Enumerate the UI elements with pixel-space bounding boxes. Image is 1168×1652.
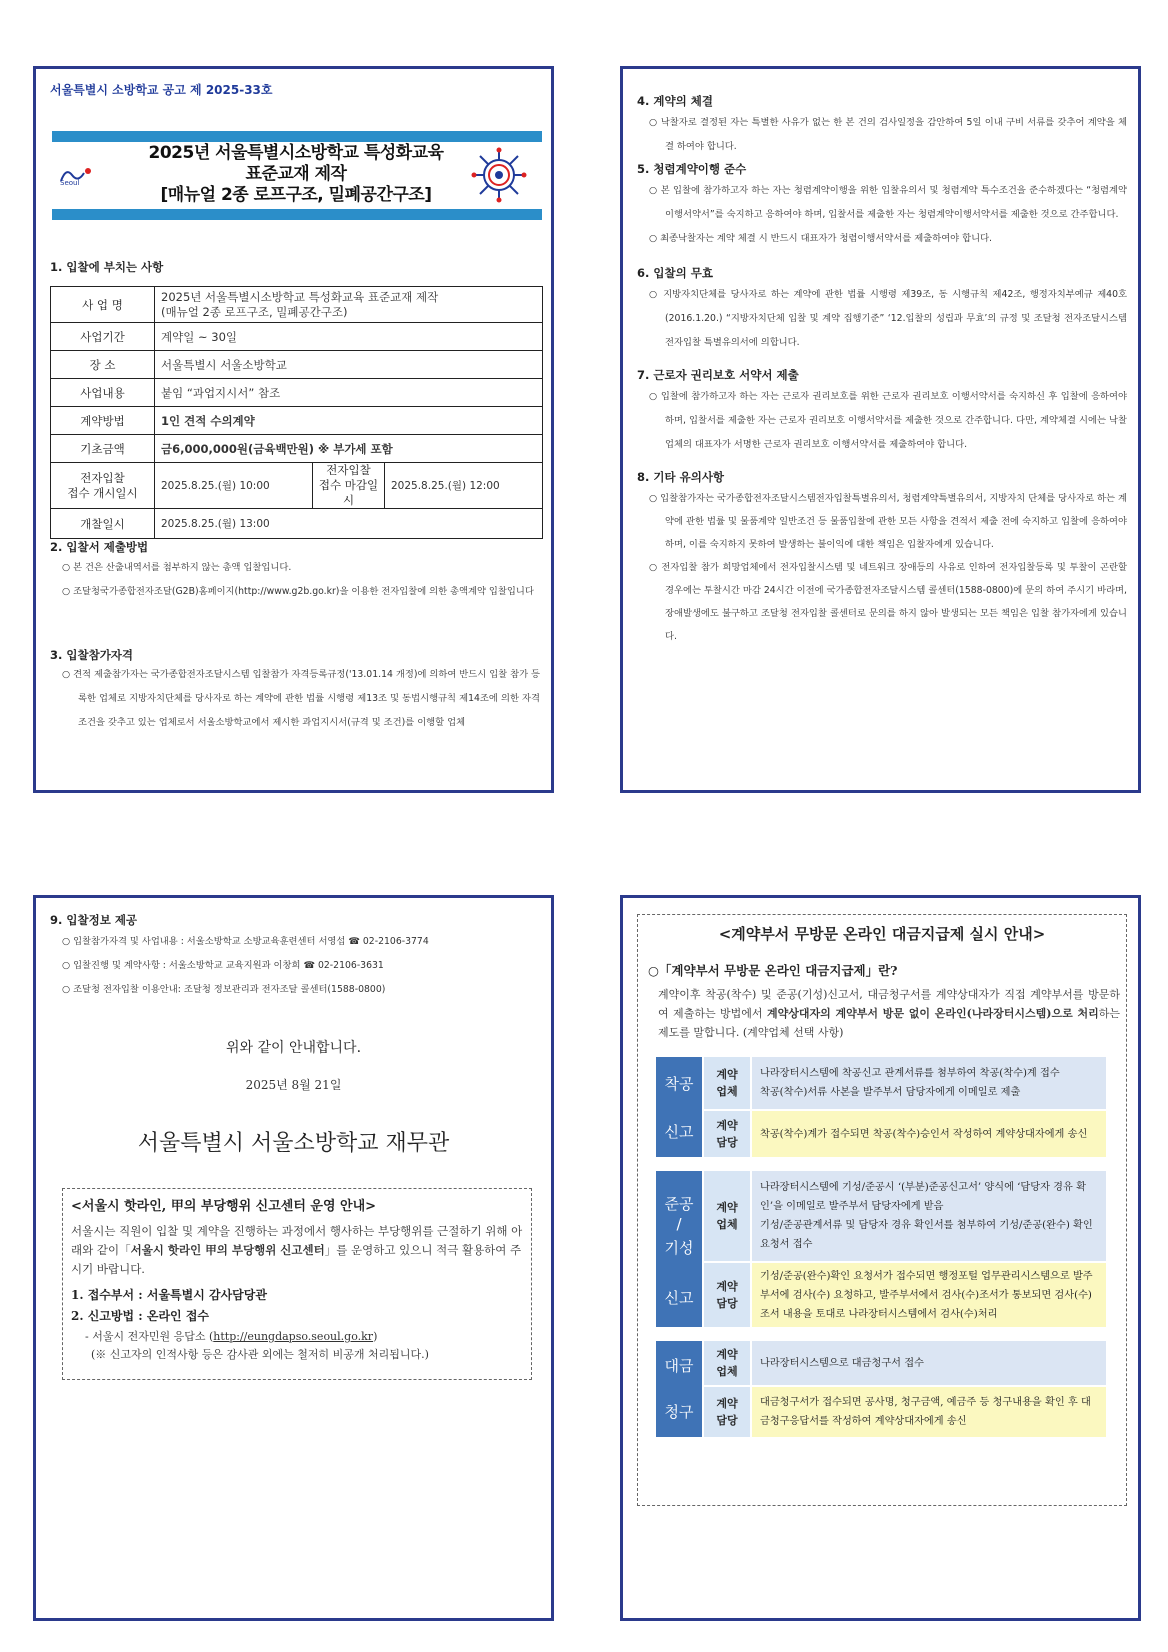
document-page-4 (620, 895, 1141, 1621)
table-cell: 2025.8.25.(월) 13:00 (155, 509, 543, 539)
start-manager-desc (752, 1111, 1106, 1157)
table-header: 사업내용 (51, 379, 155, 407)
hotline-title: <서울시 핫라인, 甲의 부당행위 신고센터 운영 안내> (71, 1199, 377, 1214)
hotline-body-text: 」를 운영하고 있으니 적극 활용하여 주시기 바랍니다. (71, 1243, 522, 1276)
desc-text: 나라장터시스템으로 대금청구서 접수 (760, 1357, 924, 1369)
table-cell: 계약일 ~ 30일 (155, 323, 543, 351)
role-text: 계약 업체 (716, 1068, 738, 1098)
section-9-title: 9. 입찰정보 제공 (50, 913, 138, 927)
completion-manager-desc (752, 1263, 1106, 1327)
section-2-title: 2. 입찰서 제출방법 (50, 540, 149, 554)
banner-bottom-bar (52, 209, 542, 220)
role-text: 계약 업체 (716, 1348, 738, 1378)
label-text: 착공 (664, 1075, 694, 1093)
section-5-title: 5. 청렴계약이행 준수 (637, 162, 747, 176)
desc-text: 대금청구서가 접수되면 공사명, 청구금액, 예금주 등 청구내용을 확인 후 대금청구응답서를 작성하여 계약상대자에게 송신 (760, 1397, 1091, 1427)
desc-text: 기성/준공(완수)확인 요청서가 접수되면 행정포털 업무관리시스템으로 발주부서에 검사(수) 요청하고, 발주부서에서 검사(수)조서가 통보되면 검사(수)조서 내용을 토대로 나라장터시스템에서 검사(수)처리 (760, 1270, 1093, 1320)
seoul-logo-icon (58, 163, 100, 187)
role-text: 계약 업체 (716, 1201, 738, 1231)
desc-text: 착공(착수)계가 접수되면 착공(착수)승인서 작성하여 계약상대자에게 송신 (760, 1128, 1088, 1140)
label-text: 기성 (664, 1239, 694, 1257)
label-payment-claim (656, 1341, 702, 1437)
desc-text: 나라장터시스템에 기성/준공시 ‘(부분)준공신고서’ 양식에 ‘담당자 경유 확인’을 이메일로 발주부서 담당자에게 받음 (760, 1182, 1086, 1212)
list-item: ○ 입찰진행 및 계약사항 : 서울소방학교 교육지원과 이창희 ☎ 02-2106-3631 (62, 960, 384, 971)
hotline-item-4: (※ 신고자의 인적사항 등은 감사관 외에는 철저히 비공개 처리됩니다.) (91, 1348, 429, 1361)
hotline-item-2: 2. 신고방법 : 온라인 접수 (71, 1309, 209, 1323)
desc-text: 착공(착수)서류 사본을 발주부서 담당자에게 이메일로 제출 (760, 1087, 1021, 1098)
online-payment-notice-box (637, 914, 1127, 1506)
hotline-body (71, 1222, 523, 1279)
table-cell: 서울특별시 서울소방학교 (155, 351, 543, 379)
section-3-title: 3. 입찰참가자격 (50, 648, 134, 662)
signer-title: 서울특별시 서울소방학교 재무관 (137, 1131, 450, 1156)
hotline-link-suffix: ) (373, 1330, 378, 1343)
project-name-line1: 2025년 서울특별시소방학교 특성화교육 표준교재 제작 (161, 289, 439, 304)
notice-question: ○「계약부서 무방문 온라인 대금지급제」란? (648, 963, 898, 978)
section-2-body (50, 556, 540, 604)
list-item: ○ 본 건은 산출내역서를 첨부하지 않는 총액 입찰입니다. (62, 562, 292, 573)
section-6-title: 6. 입찰의 무효 (637, 266, 713, 280)
table-cell: 2025.8.25.(월) 10:00 (155, 463, 313, 509)
project-name-line2: (매뉴얼 2종 로프구조, 밀폐공간구조) (161, 304, 348, 319)
intro-bold: 계약상대자의 계약부서 방문 없이 온라인(나라장터시스템)으로 처리 (766, 1007, 1099, 1020)
table-header: 사 업 명 (51, 287, 155, 323)
table-header (313, 463, 385, 509)
page-2-content (637, 93, 1127, 648)
notice-intro (658, 985, 1120, 1042)
role-text: 계약 담당 (716, 1280, 738, 1310)
list-item: ○ 조달청국가종합전자조달(G2B)홈페이지(http://www.g2b.go.kr)을 이용한 전자입찰에 의한 총액계약 입찰입니다 (62, 586, 534, 597)
role-contractor (704, 1057, 750, 1109)
section-4-title: 4. 계약의 체결 (637, 94, 713, 108)
role-text: 계약 담당 (716, 1119, 738, 1149)
table-header: 장 소 (51, 351, 155, 379)
label-text: 청구 (664, 1403, 694, 1421)
svg-text:Seoul: Seoul (60, 179, 80, 187)
list-item: ○ 본 입찰에 참가하고자 하는 자는 청렴계약이행을 위한 입찰유의서 및 청렴계약 특수조건을 준수하겠다는 “청렴계약이행서약서”를 숙지하고 응하여야 하며, 입찰서를 제출한 자는 청렴계약이행서약서를 제출한 것으로 간주합니다. (649, 185, 1127, 220)
hotline-body-bold: 서울시 핫라인 甲의 부당행위 신고센터 (130, 1243, 325, 1257)
payment-contractor-desc (752, 1341, 1106, 1385)
completion-contractor-desc (752, 1171, 1106, 1261)
header-line: 전자입찰 (326, 463, 371, 477)
list-item: ○ 최종낙찰자는 계약 체결 시 반드시 대표자가 청렴이행서약서를 제출하여야 합니다. (649, 233, 993, 244)
banner-title-line1: 2025년 서울특별시소방학교 특성화교육 (148, 143, 444, 163)
table-header: 기초금액 (51, 435, 155, 463)
list-item: ○ 입찰참가자는 국가종합전자조달시스템전자입찰특별유의서, 청렴계약특별유의서, 지방자치 단체를 당사자로 하는 계약에 관한 법률 및 물품계약 일반조건 등 물품입찰에 관한 모든 사항을 견적서 제출 전에 숙지하고 입찰에 응하여야 하며, 이를 숙지하지 못하여 발생하는 불이익에 대한 책임은 입찰자에게 있습니다. (649, 493, 1127, 550)
header-line: 접수 개시일시 (67, 485, 138, 500)
fire-academy-emblem-icon (471, 147, 527, 203)
header-line: 전자입찰 (80, 470, 125, 485)
label-start-report (656, 1057, 702, 1157)
notice-number: 서울특별시 소방학교 공고 제 2025-33호 (50, 83, 273, 97)
table-cell: 붙임 “과업지시서” 참조 (155, 379, 543, 407)
document-page-3 (33, 895, 554, 1621)
document-page-2 (620, 66, 1141, 793)
section-9-body (50, 930, 540, 1002)
announcement-date: 2025년 8월 21일 (245, 1078, 342, 1092)
label-text: 준공 (664, 1195, 694, 1213)
intro-text: 계약이후 착공(착수) 및 준공(기성)신고서, 대금청구서를 계약상대자가 직접 계약부서를 방문하여 제출하는 방법에서 (658, 988, 1120, 1020)
label-completion-report (656, 1171, 702, 1327)
list-item: ○ 견적 제출참가자는 국가종합전자조달시스템 입찰참가 자격등록규정('13.01.14 개정)에 의하여 반드시 입찰 참가 등록한 업체로 지방자치단체를 당사자로 하는 계약에 관한 법률 시행령 제13조 및 동법시행규칙 제14조에 의한 자격조건을 갖추고 있는 업체로서 서울소방학교에서 제시한 과업지시서(규격 및 조건)를 이행할 업체 (62, 669, 541, 728)
desc-text: 나라장터시스템에 착공신고 관계서류를 첨부하여 착공(착수)계 접수 (760, 1068, 1060, 1079)
section-7-title: 7. 근로자 권리보호 서약서 제출 (637, 368, 799, 382)
hotline-item-1: 1. 접수부서 : 서울특별시 감사담당관 (71, 1288, 267, 1302)
role-contract-manager (704, 1111, 750, 1157)
hotline-notice-box (62, 1188, 532, 1380)
table-cell: 1인 견적 수의계약 (155, 407, 543, 435)
start-contractor-desc (752, 1057, 1106, 1109)
table-cell: 2025.8.25.(월) 12:00 (385, 463, 543, 509)
role-contractor (704, 1341, 750, 1385)
closing-text: 위와 같이 안내합니다. (225, 1040, 362, 1056)
section-8-title: 8. 기타 유의사항 (637, 470, 725, 484)
role-contract-manager (704, 1387, 750, 1437)
list-item: ○ 입찰참가자격 및 사업내용 : 서울소방학교 소방교육훈련센터 서영섭 ☎ 02-2106-3774 (62, 936, 429, 947)
table-cell (155, 287, 543, 323)
role-contract-manager (704, 1263, 750, 1327)
desc-text: 기성/준공관계서류 및 담당자 경유 확인서를 첨부하여 기성/준공(완수) 확인 요청서 접수 (760, 1220, 1093, 1250)
list-item: ○ 낙찰자로 결정된 자는 특별한 사유가 없는 한 본 건의 검사일정을 감안하여 5일 이내 구비 서류를 갖추어 계약을 체결 하여야 합니다. (649, 117, 1127, 152)
hotline-body-text: 서울시는 직원이 입찰 및 계약을 진행하는 과정에서 행사하는 부당행위를 근절하기 위해 아래와 같이「 (71, 1224, 523, 1257)
banner-title (116, 143, 476, 206)
label-text: / (676, 1215, 682, 1233)
list-item: ○ 전자입찰 참가 희망업체에서 전자입찰시스템 및 네트워크 장애등의 사유로 인하여 전자입찰등록 및 투찰이 곤란할 경우에는 투찰시간 마감 24시간 이전에 국가종합전자조달시스템 콜센터(1588-0800)에 문의 하여 주시기 바라며, 장애발생에도 불구하고 조달청 전자입찰 콜센터로 문의를 하지 않아 발생되는 모든 책임은 입찰 참가자에게 있습니다. (649, 562, 1127, 642)
intro-text: 하는 제도를 말합니다. (계약업체 선택 사항) (658, 1007, 1120, 1039)
section-3-body (50, 663, 540, 735)
table-cell: 금6,000,000원(금육백만원) ※ 부가세 포함 (155, 435, 543, 463)
banner-title-line2: 표준교재 제작 (245, 164, 347, 184)
banner-top-bar (52, 131, 542, 142)
label-text: 신고 (664, 1289, 694, 1307)
title-banner (52, 131, 542, 220)
bid-info-table (50, 286, 543, 539)
list-item: ○ 입찰에 참가하고자 하는 자는 근로자 권리보호를 위한 근로자 권리보호 이행서약서를 숙지하신 후 입찰에 응하여야 하며, 입찰서를 제출한 자는 근로자 권리보호 이행서약서를 제출한 것으로 간주합니다. 다만, 계약체결 시에는 낙찰업체의 대표자가 서명한 근로자 권리보호 이행서약서를 제출하여야 합니다. (649, 391, 1127, 450)
document-page-1 (33, 66, 554, 793)
role-contractor (704, 1171, 750, 1261)
role-text: 계약 담당 (716, 1397, 738, 1427)
table-header: 계약방법 (51, 407, 155, 435)
table-header: 개찰일시 (51, 509, 155, 539)
label-text: 신고 (664, 1123, 694, 1141)
label-text: 대금 (664, 1357, 694, 1375)
table-header: 사업기간 (51, 323, 155, 351)
section-1-title: 1. 입찰에 부치는 사항 (50, 260, 164, 274)
hotline-link-prefix: - 서울시 전자민원 응답소 ( (85, 1330, 214, 1343)
eungdapso-link[interactable]: http://eungdapso.seoul.go.kr (213, 1330, 374, 1343)
list-item: ○ 지방자치단체를 당사자로 하는 계약에 관한 법률 시행령 제39조, 동 시행규칙 제42조, 행정자치부예규 제40호(2016.1.20.) “지방자치단체 입찰 및 계약 집행기준” ‘12.입찰의 성립과 무효’의 규정 및 조달청 전자조달시스템 전자입찰 특별유의서에 의합니다. (649, 289, 1127, 348)
table-header (51, 463, 155, 509)
hotline-item-3 (71, 1327, 523, 1346)
list-item: ○ 조달청 전자입찰 이용안내: 조달청 정보관리과 전자조달 콜센터(1588-0800) (62, 984, 386, 995)
header-line: 접수 마감일시 (318, 478, 379, 507)
notice-title: <계약부서 무방문 온라인 대금지급제 실시 안내> (718, 925, 1046, 943)
payment-manager-desc (752, 1387, 1106, 1437)
banner-title-line3: [매뉴얼 2종 로프구조, 밀폐공간구조] (160, 185, 432, 205)
